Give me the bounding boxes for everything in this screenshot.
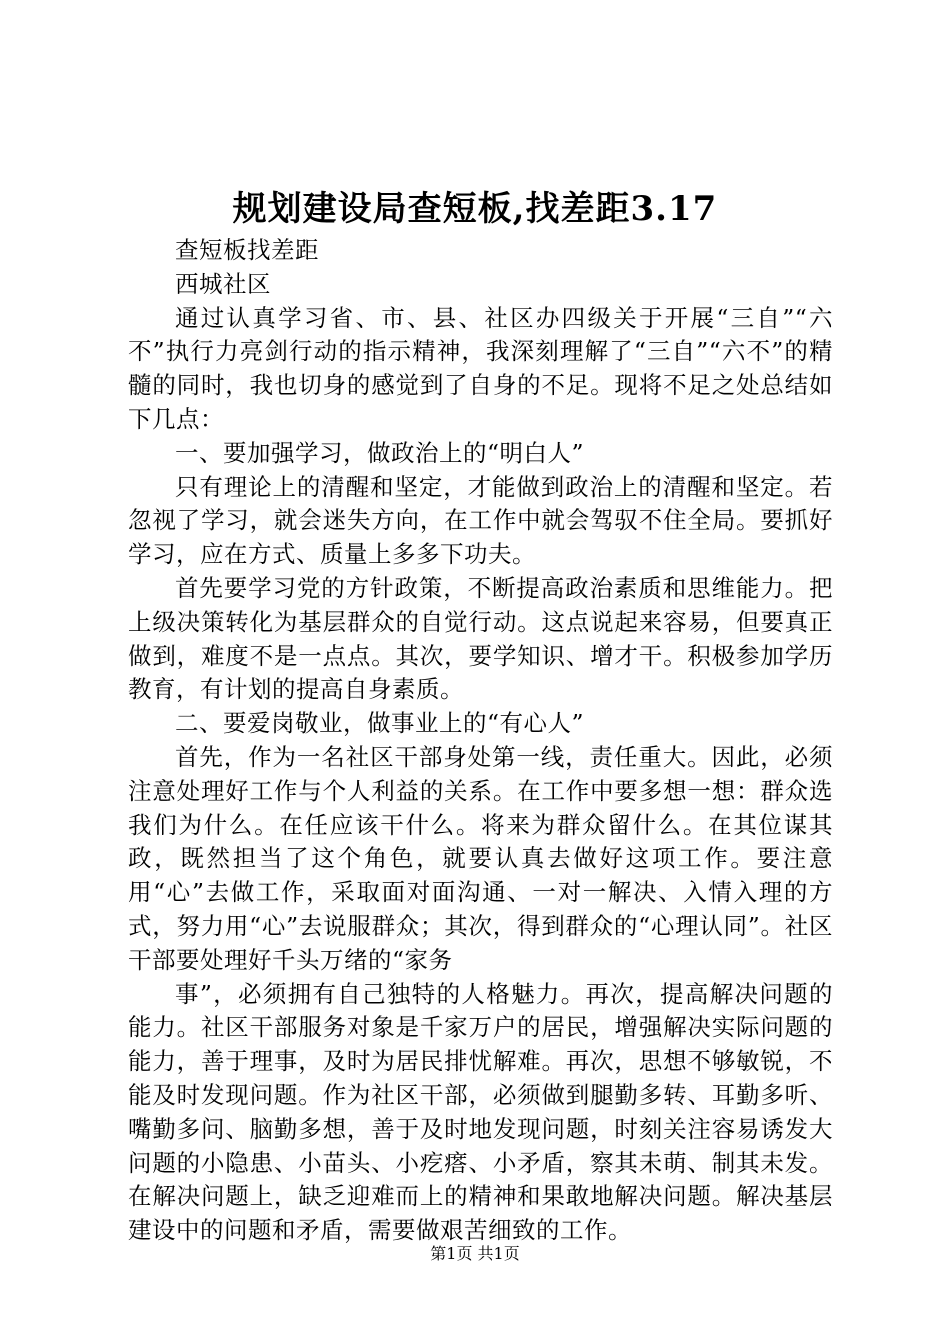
paragraph-community-name: 西城社区 [175,269,271,298]
paragraph-section-one-heading: 一、要加强学习，做政治上的“明白人” [175,438,585,467]
paragraph-intro: 通过认真学习省、市、县、社区办四级关于开展“三自”“六不”执行力亮剑行动的指示精神，我深刻理解了“三自”“六不”的精髓的同时，我也切身的感觉到了自身的不足。现将不足之处总结如下几点： [128,303,833,433]
page-footer: 第1页 共1页 [430,1244,520,1263]
paragraph-heading-short-board: 查短板找差距 [175,236,319,264]
paragraph-section-one-detail: 首先要学习党的方针政策，不断提高政治素质和思维能力。把上级决策转化为基层群众的自觉行动。这点说起来容易，但要真正做到，难度不是一点点。其次，要学知识、增才干。积极参加学历教育，有计划的提高自身素质。 [128,573,833,704]
paragraph-section-two-body: 首先，作为一名社区干部身处第一线，责任重大。因此，必须注意处理好工作与个人利益的关系。在工作中要多想一想：群众选我们为什么。在任应该干什么。将来为群众留什么。在其位谋其政，既然担当了这个角色，就要认真去做好这项工作。要注意用“心”去做工作，采取面对面沟通、一对一解决、入情入理的方式，努力用“心”去说服群众；其次，得到群众的“心理认同”。社区干部要处理好千头万绪的“家务 [128,742,833,974]
paragraph-section-two-continued: 事”，必须拥有自己独特的人格魅力。再次，提高解决问题的能力。社区干部服务对象是千家万户的居民，增强解决实际问题的能力，善于理事，及时为居民排忧解难。再次，思想不够敏锐，不能及时发现问题。作为社区干部，必须做到腿勤多转、耳勤多听、嘴勤多问、脑勤多想，善于及时地发现问题，时刻关注容易诱发大问题的小隐患、小苗头、小疙瘩、小矛盾，察其未萌、制其未发。在解决问题上，缺乏迎难而上的精神和果敢地解决问题。解决基层建设中的问题和矛盾，需要做艰苦细致的工作。 [128,979,833,1245]
document-body [128,234,833,1248]
document-title: 规划建设局查短板,找差距3.17 [232,189,718,229]
paragraph-section-one-body: 只有理论上的清醒和坚定，才能做到政治上的清醒和坚定。若忽视了学习，就会迷失方向，在工作中就会驾驭不住全局。要抓好学习，应在方式、质量上多多下功夫。 [128,472,833,569]
paragraph-section-two-heading: 二、要爱岗敬业，做事业上的“有心人” [175,709,585,738]
